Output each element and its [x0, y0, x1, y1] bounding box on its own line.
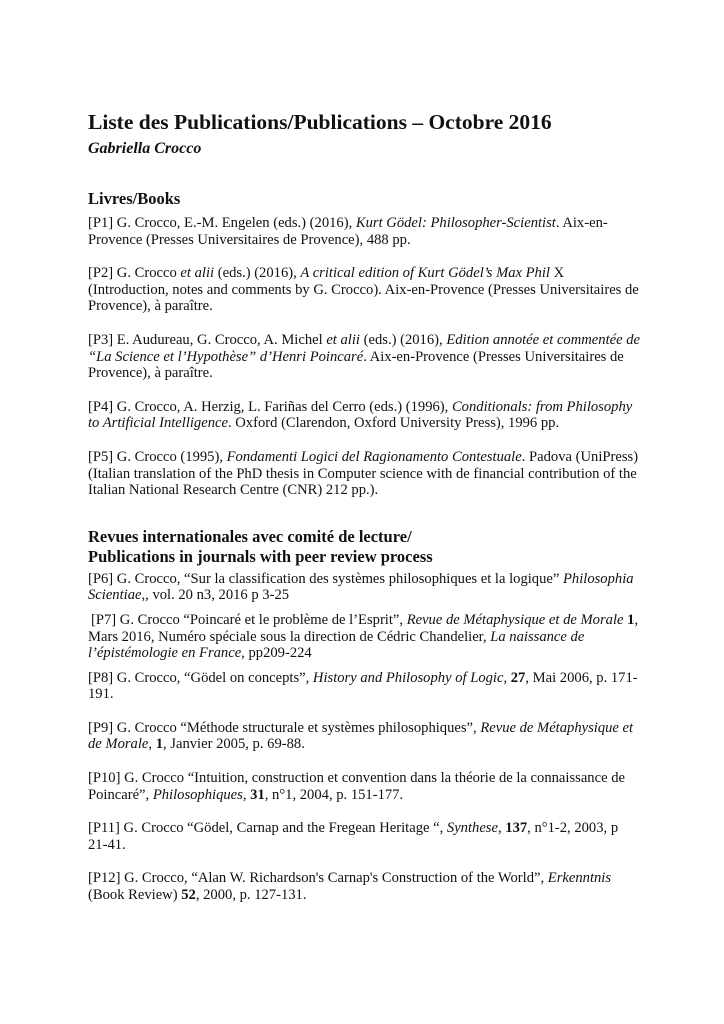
- books-list: [88, 215, 640, 499]
- publication-list: [88, 109, 640, 904]
- journals-list: [88, 571, 640, 904]
- page-title: Liste des Publications/Publications – Octobre 2016: [88, 110, 552, 134]
- journal-entry-p12: [P12] G. Crocco, “Alan W. Richardson's Carnap's Construction of the World”, Erkenntnis (Book Review) 52, 2000, p. 127-131.: [88, 870, 612, 904]
- journals-section-heading: Revues internationales avec comité de lecture/ Publications in journals with peer review process: [88, 526, 433, 566]
- journal-entry-p10: [P10] G. Crocco “Intuition, construction et convention dans la théorie de la connaissance de Poincaré”, Philosophiques, 31, n°1, 2004, p. 151-177.: [88, 770, 625, 803]
- book-entry-p1: [P1] G. Crocco, E.-M. Engelen (eds.) (2016), Kurt Gödel: Philosopher-Scientist. Aix-en-Provence (Presses Universitaires de Provence), 488 pp.: [88, 215, 608, 248]
- journal-entry-p11: [P11] G. Crocco “Gödel, Carnap and the Fregean Heritage “, Synthese, 137, n°1-2, 2003, p 21-41.: [88, 820, 619, 853]
- journal-entry-p6: [P6] G. Crocco, “Sur la classification des systèmes philosophiques et la logique” Philosophia Scientiae,, vol. 20 n3, 2016 p 3-25: [88, 570, 634, 604]
- journal-entry-p9: [P9] G. Crocco “Méthode structurale et systèmes philosophiques”, Revue de Métaphysique et de Morale, 1, Janvier 2005, p. 69-88.: [88, 719, 634, 753]
- book-entry-p4: [P4] G. Crocco, A. Herzig, L. Fariñas del Cerro (eds.) (1996), Conditionals: from Philosophy to Artificial Intelligence. Oxford (Clarendon, Oxford University Press), 1996 pp.: [88, 398, 633, 432]
- journal-entry-p8: [P8] G. Crocco, “Gödel on concepts”, History and Philosophy of Logic, 27, Mai 2006, p. 171-191.: [88, 669, 638, 703]
- book-entry-p3: [P3] E. Audureau, G. Crocco, A. Michel et alii (eds.) (2016), Edition annotée et commentée de “La Science et l’Hypothèse” d’Henri Poincaré. Aix-en-Provence (Presses Universitaires de Provence), à paraître.: [88, 331, 641, 382]
- book-entry-p2: [P2] G. Crocco et alii (eds.) (2016), A critical edition of Kurt Gödel’s Max Phil X (Introduction, notes and comments by G. Crocco). Aix-en-Provence (Presses Universitaires de Provence), à paraître.: [88, 265, 639, 315]
- journal-entry-p7: [P7] G. Crocco “Poincaré et le problème de l’Esprit”, Revue de Métaphysique et de Morale 1, Mars 2016, Numéro spéciale sous la direction de Cédric Chandelier, La naissance de l’épistémologie en France, pp209-224: [88, 611, 639, 662]
- author-name: Gabriella Crocco: [88, 140, 202, 157]
- book-entry-p5: [P5] G. Crocco (1995), Fondamenti Logici del Ragionamento Contestuale. Padova (UniPress) (Italian translation of the PhD thesis in Computer science with de financial contribution of the Italian National Research Centre (CNR) 212 pp.).: [88, 448, 639, 499]
- books-section-heading: Livres/Books: [88, 189, 181, 208]
